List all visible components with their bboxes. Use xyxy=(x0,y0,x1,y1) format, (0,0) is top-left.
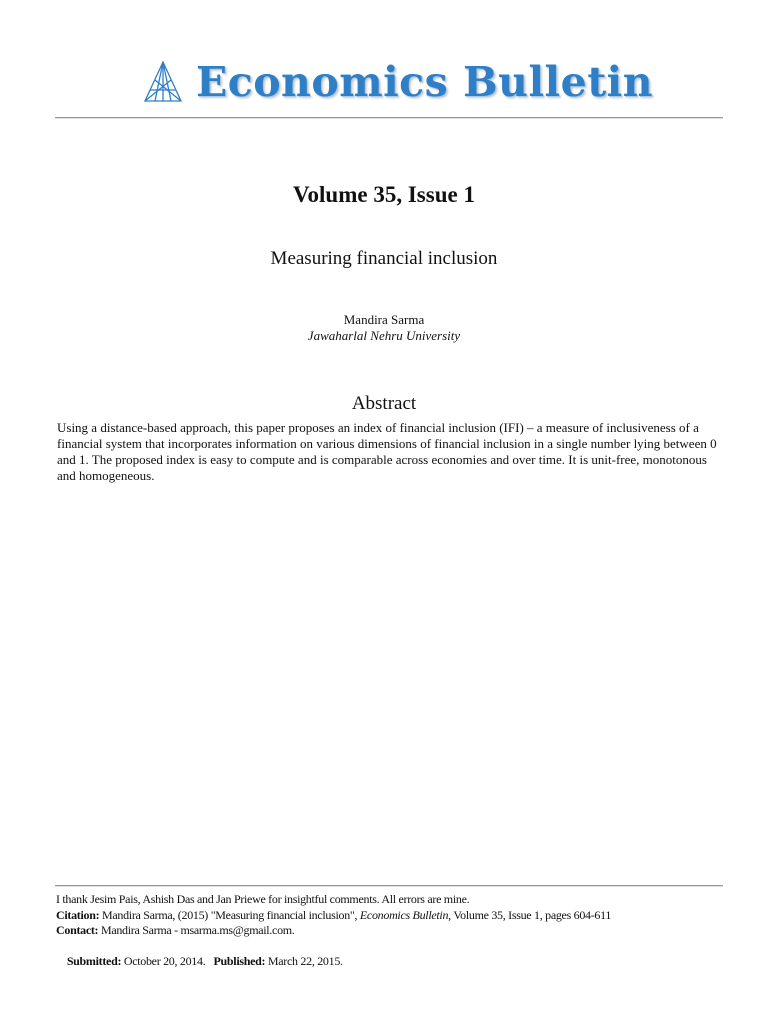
contact-line xyxy=(56,923,726,939)
citation-line xyxy=(56,908,726,924)
footnote-divider xyxy=(55,885,723,887)
author-affiliation: Jawaharlal Nehru University xyxy=(307,328,461,343)
submitted-date: October 20, 2014. xyxy=(121,954,214,968)
published-label: Published: xyxy=(213,954,266,968)
header-divider xyxy=(55,117,723,119)
triangle-logo-icon xyxy=(142,60,184,104)
acknowledgement: I thank Jesim Pais, Ashish Das and Jan Priewe for insightful comments. All errors are mine. xyxy=(56,892,470,906)
submitted-label: Submitted: xyxy=(66,954,122,968)
citation-details: , Volume 35, Issue 1, pages 604-611 xyxy=(448,907,612,922)
volume-issue: Volume 35, Issue 1 xyxy=(293,182,475,207)
citation-label: Citation: xyxy=(56,907,100,922)
citation-authors: Mandira Sarma, (2015) "Measuring financial inclusion", xyxy=(99,907,360,922)
published-date: March 22, 2015. xyxy=(265,954,343,968)
abstract-text: Using a distance-based approach, this paper proposes an index of financial inclusion (IFI) – a measure of inclusiveness of a financial system that incorporates information on various dimensions of financial inclusion in a single number lying between 0 and 1. The proposed index is easy to compute and is comparable across economies and over time. It is unit-free, monotonous and homogeneous. xyxy=(57,420,717,483)
paper-title: Measuring financial inclusion xyxy=(270,248,498,269)
dates-line xyxy=(56,939,726,986)
author-name: Mandira Sarma xyxy=(343,312,425,327)
masthead xyxy=(0,52,768,112)
contact-value[interactable]: Mandira Sarma - msarma.ms@gmail.com. xyxy=(98,923,295,937)
contact-label: Contact: xyxy=(56,923,99,937)
journal-name: Economics Bulletin xyxy=(196,58,654,106)
abstract-heading: Abstract xyxy=(351,393,417,414)
citation-journal: Economics Bulletin xyxy=(359,907,449,922)
footnotes xyxy=(56,892,726,985)
